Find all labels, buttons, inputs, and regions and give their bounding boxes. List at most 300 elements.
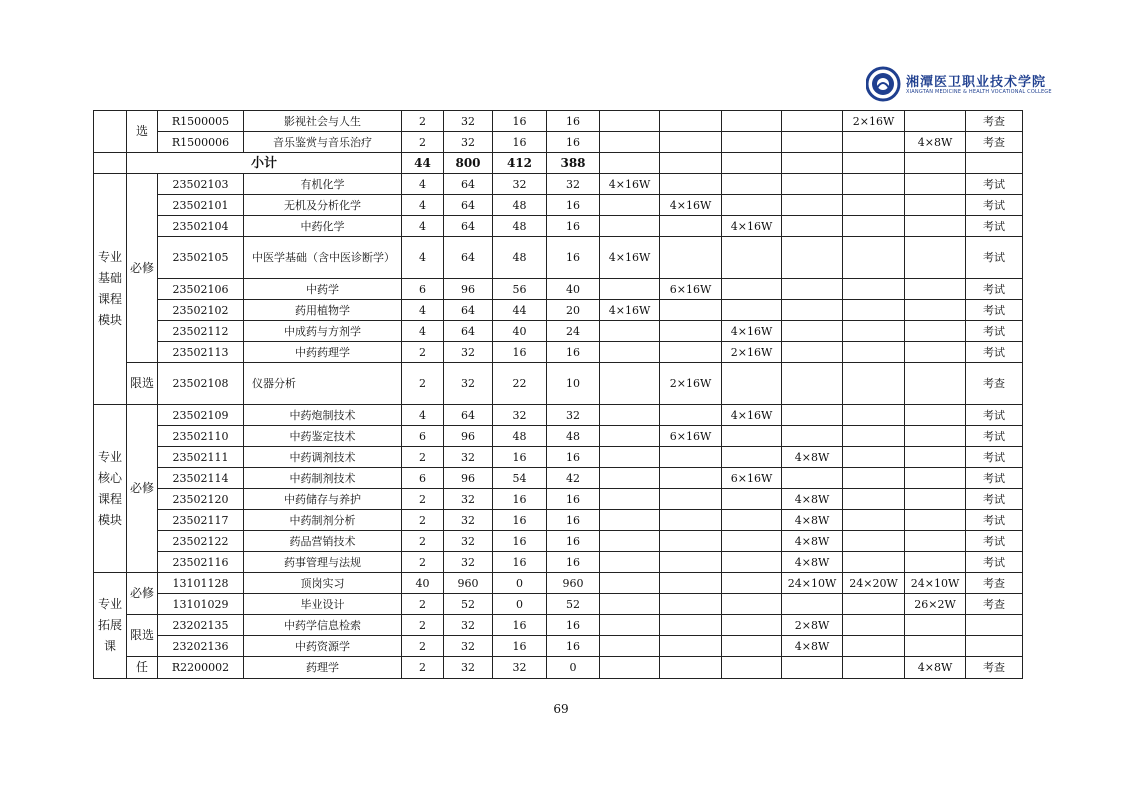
table-row <box>94 636 1023 657</box>
subtotal-label: 小计 <box>127 153 402 174</box>
cell-s4: 4×8W <box>782 447 843 468</box>
cell-assess: 考试 <box>966 237 1023 279</box>
table-row <box>94 615 1023 636</box>
college-name-en: XIANGTAN MEDICINE & HEALTH VOCATIONAL COLLEGE <box>906 89 1052 95</box>
cell-theory: 32 <box>493 174 547 195</box>
cell-practice: 20 <box>547 300 600 321</box>
cell-s2 <box>660 510 722 531</box>
cell-s2 <box>660 594 722 615</box>
cell-theory: 16 <box>493 615 547 636</box>
cell-name: 中药资源学 <box>244 636 402 657</box>
cell-s2: 2×16W <box>660 363 722 405</box>
cell-s6 <box>905 363 966 405</box>
table-row <box>94 363 1023 405</box>
cell-s3: 6×16W <box>722 468 782 489</box>
cell-s2 <box>660 321 722 342</box>
cell-theory: 16 <box>493 489 547 510</box>
empty-cell <box>843 153 905 174</box>
cell-name: 毕业设计 <box>244 594 402 615</box>
cell-s6: 4×8W <box>905 657 966 679</box>
course-type-label: 限选 <box>127 363 158 405</box>
cell-s4: 4×8W <box>782 531 843 552</box>
cell-s4 <box>782 468 843 489</box>
cell-s5 <box>843 510 905 531</box>
cell-s4: 4×8W <box>782 510 843 531</box>
cell-total: 64 <box>444 195 493 216</box>
table-row <box>94 300 1023 321</box>
cell-s3 <box>722 237 782 279</box>
cell-name: 中医学基础（含中医诊断学） <box>244 237 402 279</box>
cell-practice: 16 <box>547 531 600 552</box>
cell-name: 仪器分析 <box>244 363 402 405</box>
cell-s5 <box>843 531 905 552</box>
course-schedule-table <box>93 110 1023 679</box>
cell-credits: 2 <box>402 111 444 132</box>
cell-s4 <box>782 216 843 237</box>
cell-practice: 16 <box>547 216 600 237</box>
cell-s4 <box>782 174 843 195</box>
cell-practice: 16 <box>547 447 600 468</box>
cell-s2 <box>660 552 722 573</box>
cell-s3 <box>722 426 782 447</box>
cell-s1 <box>600 111 660 132</box>
cell-s4 <box>782 363 843 405</box>
cell-s5 <box>843 279 905 300</box>
cell-assess: 考查 <box>966 573 1023 594</box>
cell-s3 <box>722 111 782 132</box>
cell-code: 23502105 <box>158 237 244 279</box>
cell-credits: 2 <box>402 363 444 405</box>
cell-total: 32 <box>444 489 493 510</box>
table-row <box>94 174 1023 195</box>
cell-s3 <box>722 573 782 594</box>
cell-name: 中药炮制技术 <box>244 405 402 426</box>
cell-s2 <box>660 405 722 426</box>
cell-total: 64 <box>444 174 493 195</box>
table-row <box>94 552 1023 573</box>
subtotal-practice: 388 <box>547 153 600 174</box>
cell-s1 <box>600 321 660 342</box>
cell-name: 音乐鉴赏与音乐治疗 <box>244 132 402 153</box>
cell-code: 23502114 <box>158 468 244 489</box>
cell-theory: 16 <box>493 132 547 153</box>
cell-s5 <box>843 195 905 216</box>
table-row <box>94 594 1023 615</box>
cell-s6 <box>905 405 966 426</box>
cell-practice: 24 <box>547 321 600 342</box>
cell-credits: 6 <box>402 426 444 447</box>
cell-s1: 4×16W <box>600 300 660 321</box>
table-row <box>94 426 1023 447</box>
cell-code: 23202135 <box>158 615 244 636</box>
cell-assess: 考试 <box>966 468 1023 489</box>
cell-credits: 2 <box>402 132 444 153</box>
cell-credits: 4 <box>402 216 444 237</box>
cell-s1 <box>600 363 660 405</box>
cell-s1 <box>600 426 660 447</box>
cell-name: 中成药与方剂学 <box>244 321 402 342</box>
cell-assess: 考试 <box>966 552 1023 573</box>
cell-s1 <box>600 447 660 468</box>
cell-assess: 考试 <box>966 531 1023 552</box>
cell-s6: 4×8W <box>905 132 966 153</box>
empty-cell <box>722 153 782 174</box>
cell-practice: 10 <box>547 363 600 405</box>
cell-s1 <box>600 342 660 363</box>
cell-s4 <box>782 237 843 279</box>
cell-total: 32 <box>444 510 493 531</box>
cell-s5 <box>843 321 905 342</box>
cell-credits: 2 <box>402 552 444 573</box>
cell-theory: 16 <box>493 552 547 573</box>
cell-s6 <box>905 468 966 489</box>
cell-s3: 4×16W <box>722 405 782 426</box>
cell-assess: 考试 <box>966 489 1023 510</box>
cell-assess: 考查 <box>966 363 1023 405</box>
cell-code: 23502106 <box>158 279 244 300</box>
cell-s2 <box>660 300 722 321</box>
cell-total: 32 <box>444 615 493 636</box>
cell-practice: 16 <box>547 552 600 573</box>
cell-assess: 考试 <box>966 216 1023 237</box>
cell-s2 <box>660 615 722 636</box>
cell-s2 <box>660 342 722 363</box>
cell-s2 <box>660 132 722 153</box>
cell-name: 顶岗实习 <box>244 573 402 594</box>
cell-s1 <box>600 657 660 679</box>
cell-s1 <box>600 573 660 594</box>
cell-s5 <box>843 468 905 489</box>
cell-assess: 考试 <box>966 279 1023 300</box>
cell-assess: 考查 <box>966 657 1023 679</box>
table-row <box>94 573 1023 594</box>
cell-total: 96 <box>444 279 493 300</box>
cell-s1 <box>600 594 660 615</box>
cell-credits: 6 <box>402 468 444 489</box>
cell-theory: 48 <box>493 426 547 447</box>
cell-s4: 2×8W <box>782 615 843 636</box>
cell-theory: 0 <box>493 573 547 594</box>
cell-s6 <box>905 321 966 342</box>
cell-name: 中药制剂分析 <box>244 510 402 531</box>
cell-practice: 16 <box>547 195 600 216</box>
cell-s1: 4×16W <box>600 237 660 279</box>
cell-name: 中药鉴定技术 <box>244 426 402 447</box>
cell-s4 <box>782 300 843 321</box>
empty-cell <box>600 153 660 174</box>
cell-assess: 考试 <box>966 426 1023 447</box>
cell-code: 13101128 <box>158 573 244 594</box>
cell-s6 <box>905 342 966 363</box>
subtotal-credits: 44 <box>402 153 444 174</box>
course-type-label: 选 <box>127 111 158 153</box>
cell-name: 药用植物学 <box>244 300 402 321</box>
cell-code: 23502122 <box>158 531 244 552</box>
cell-s4: 4×8W <box>782 489 843 510</box>
cell-code: 23502101 <box>158 195 244 216</box>
cell-s6 <box>905 111 966 132</box>
subtotal-blank <box>94 153 127 174</box>
cell-s2 <box>660 468 722 489</box>
cell-total: 32 <box>444 636 493 657</box>
cell-s4 <box>782 111 843 132</box>
cell-name: 无机及分析化学 <box>244 195 402 216</box>
cell-assess <box>966 636 1023 657</box>
cell-s1 <box>600 489 660 510</box>
cell-credits: 2 <box>402 657 444 679</box>
cell-practice: 16 <box>547 636 600 657</box>
cell-theory: 22 <box>493 363 547 405</box>
cell-s1 <box>600 636 660 657</box>
table-row <box>94 237 1023 279</box>
cell-name: 中药学 <box>244 279 402 300</box>
cell-s5 <box>843 426 905 447</box>
cell-practice: 16 <box>547 111 600 132</box>
table-row <box>94 279 1023 300</box>
course-type-label: 必修 <box>127 405 158 573</box>
table-row <box>94 468 1023 489</box>
cell-assess: 考试 <box>966 174 1023 195</box>
cell-s2 <box>660 531 722 552</box>
table-row <box>94 111 1023 132</box>
cell-total: 32 <box>444 363 493 405</box>
cell-credits: 4 <box>402 321 444 342</box>
cell-s6 <box>905 195 966 216</box>
cell-s3 <box>722 594 782 615</box>
cell-s6 <box>905 615 966 636</box>
table-row <box>94 510 1023 531</box>
cell-practice: 16 <box>547 342 600 363</box>
cell-assess: 考试 <box>966 405 1023 426</box>
cell-theory: 48 <box>493 195 547 216</box>
cell-practice: 16 <box>547 510 600 531</box>
cell-credits: 2 <box>402 594 444 615</box>
cell-s5 <box>843 447 905 468</box>
cell-s4 <box>782 594 843 615</box>
cell-theory: 16 <box>493 531 547 552</box>
cell-practice: 960 <box>547 573 600 594</box>
cell-assess: 考试 <box>966 342 1023 363</box>
table-row <box>94 321 1023 342</box>
cell-credits: 2 <box>402 531 444 552</box>
cell-total: 64 <box>444 405 493 426</box>
cell-s4 <box>782 405 843 426</box>
cell-practice: 16 <box>547 237 600 279</box>
cell-theory: 40 <box>493 321 547 342</box>
cell-s2: 6×16W <box>660 279 722 300</box>
cell-s3 <box>722 195 782 216</box>
cell-s6 <box>905 489 966 510</box>
module-label: 专业基础课程模块 <box>94 174 127 405</box>
cell-total: 32 <box>444 342 493 363</box>
cell-code: 23502103 <box>158 174 244 195</box>
cell-s6 <box>905 510 966 531</box>
cell-name: 中药学信息检索 <box>244 615 402 636</box>
cell-s6 <box>905 300 966 321</box>
cell-credits: 6 <box>402 279 444 300</box>
table-row <box>94 342 1023 363</box>
cell-s3 <box>722 300 782 321</box>
cell-name: 药事管理与法规 <box>244 552 402 573</box>
cell-credits: 2 <box>402 636 444 657</box>
cell-practice: 48 <box>547 426 600 447</box>
course-type-label: 限选 <box>127 615 158 657</box>
cell-assess: 考查 <box>966 594 1023 615</box>
cell-s1: 4×16W <box>600 174 660 195</box>
cell-s5 <box>843 552 905 573</box>
cell-s5 <box>843 237 905 279</box>
empty-cell <box>905 153 966 174</box>
cell-code: 23502112 <box>158 321 244 342</box>
cell-assess: 考查 <box>966 132 1023 153</box>
cell-s3 <box>722 510 782 531</box>
table-row <box>94 195 1023 216</box>
cell-s4: 4×8W <box>782 552 843 573</box>
cell-practice: 16 <box>547 489 600 510</box>
cell-s3 <box>722 552 782 573</box>
cell-s3 <box>722 531 782 552</box>
cell-s5 <box>843 216 905 237</box>
table-row <box>94 489 1023 510</box>
table-row <box>94 132 1023 153</box>
cell-name: 药品营销技术 <box>244 531 402 552</box>
course-type-label: 任 <box>127 657 158 679</box>
cell-total: 32 <box>444 111 493 132</box>
cell-s6 <box>905 552 966 573</box>
cell-s3: 4×16W <box>722 216 782 237</box>
cell-s2 <box>660 216 722 237</box>
cell-theory: 16 <box>493 510 547 531</box>
cell-credits: 2 <box>402 615 444 636</box>
cell-code: 23502104 <box>158 216 244 237</box>
cell-name: 药理学 <box>244 657 402 679</box>
cell-s1 <box>600 132 660 153</box>
cell-s3 <box>722 657 782 679</box>
cell-s2 <box>660 657 722 679</box>
cell-s5 <box>843 405 905 426</box>
cell-total: 32 <box>444 552 493 573</box>
cell-practice: 0 <box>547 657 600 679</box>
cell-s4 <box>782 132 843 153</box>
cell-s5: 2×16W <box>843 111 905 132</box>
cell-s5 <box>843 132 905 153</box>
cell-practice: 40 <box>547 279 600 300</box>
cell-s1 <box>600 405 660 426</box>
cell-s5 <box>843 174 905 195</box>
cell-theory: 56 <box>493 279 547 300</box>
cell-credits: 4 <box>402 237 444 279</box>
cell-name: 有机化学 <box>244 174 402 195</box>
cell-assess: 考试 <box>966 300 1023 321</box>
table-row <box>94 447 1023 468</box>
cell-s2 <box>660 573 722 594</box>
cell-theory: 48 <box>493 237 547 279</box>
cell-s6: 26×2W <box>905 594 966 615</box>
subtotal-theory: 412 <box>493 153 547 174</box>
cell-s6 <box>905 216 966 237</box>
cell-s1 <box>600 615 660 636</box>
cell-s1 <box>600 279 660 300</box>
cell-practice: 42 <box>547 468 600 489</box>
cell-code: 13101029 <box>158 594 244 615</box>
cell-theory: 16 <box>493 636 547 657</box>
cell-s3: 4×16W <box>722 321 782 342</box>
cell-s4: 24×10W <box>782 573 843 594</box>
cell-code: 23502109 <box>158 405 244 426</box>
cell-s3 <box>722 489 782 510</box>
cell-practice: 32 <box>547 405 600 426</box>
cell-credits: 2 <box>402 510 444 531</box>
cell-name: 中药储存与养护 <box>244 489 402 510</box>
cell-s2 <box>660 636 722 657</box>
cell-s3 <box>722 636 782 657</box>
cell-assess: 考试 <box>966 447 1023 468</box>
cell-practice: 32 <box>547 174 600 195</box>
cell-practice: 16 <box>547 132 600 153</box>
cell-s6 <box>905 279 966 300</box>
cell-total: 64 <box>444 300 493 321</box>
cell-s5 <box>843 342 905 363</box>
cell-theory: 0 <box>493 594 547 615</box>
course-type-label: 必修 <box>127 573 158 615</box>
cell-s3 <box>722 615 782 636</box>
cell-theory: 16 <box>493 111 547 132</box>
cell-theory: 32 <box>493 405 547 426</box>
subtotal-total: 800 <box>444 153 493 174</box>
cell-s4 <box>782 279 843 300</box>
cell-code: 23502116 <box>158 552 244 573</box>
cell-code: 23502113 <box>158 342 244 363</box>
cell-s3 <box>722 363 782 405</box>
cell-name: 中药化学 <box>244 216 402 237</box>
cell-code: 23502120 <box>158 489 244 510</box>
cell-s4 <box>782 321 843 342</box>
cell-credits: 4 <box>402 174 444 195</box>
cell-s6 <box>905 447 966 468</box>
cell-name: 影视社会与人生 <box>244 111 402 132</box>
cell-s2 <box>660 447 722 468</box>
cell-total: 52 <box>444 594 493 615</box>
cell-code: R2200002 <box>158 657 244 679</box>
cell-s5 <box>843 594 905 615</box>
empty-cell <box>782 153 843 174</box>
cell-total: 96 <box>444 426 493 447</box>
cell-s6 <box>905 174 966 195</box>
cell-s5 <box>843 636 905 657</box>
cell-theory: 32 <box>493 657 547 679</box>
cell-code: 23502117 <box>158 510 244 531</box>
cell-assess: 考试 <box>966 321 1023 342</box>
module-label: 专业核心课程模块 <box>94 405 127 573</box>
cell-s2 <box>660 111 722 132</box>
cell-name: 中药药理学 <box>244 342 402 363</box>
cell-s2 <box>660 237 722 279</box>
page-number: 69 <box>553 702 569 716</box>
cell-assess: 考试 <box>966 510 1023 531</box>
cell-s5 <box>843 489 905 510</box>
cell-code: 23502111 <box>158 447 244 468</box>
cell-code: R1500006 <box>158 132 244 153</box>
cell-theory: 44 <box>493 300 547 321</box>
cell-total: 64 <box>444 216 493 237</box>
cell-s1 <box>600 531 660 552</box>
cell-s6 <box>905 426 966 447</box>
cell-total: 32 <box>444 657 493 679</box>
cell-theory: 48 <box>493 216 547 237</box>
cell-s5 <box>843 615 905 636</box>
cell-total: 32 <box>444 447 493 468</box>
cell-total: 960 <box>444 573 493 594</box>
